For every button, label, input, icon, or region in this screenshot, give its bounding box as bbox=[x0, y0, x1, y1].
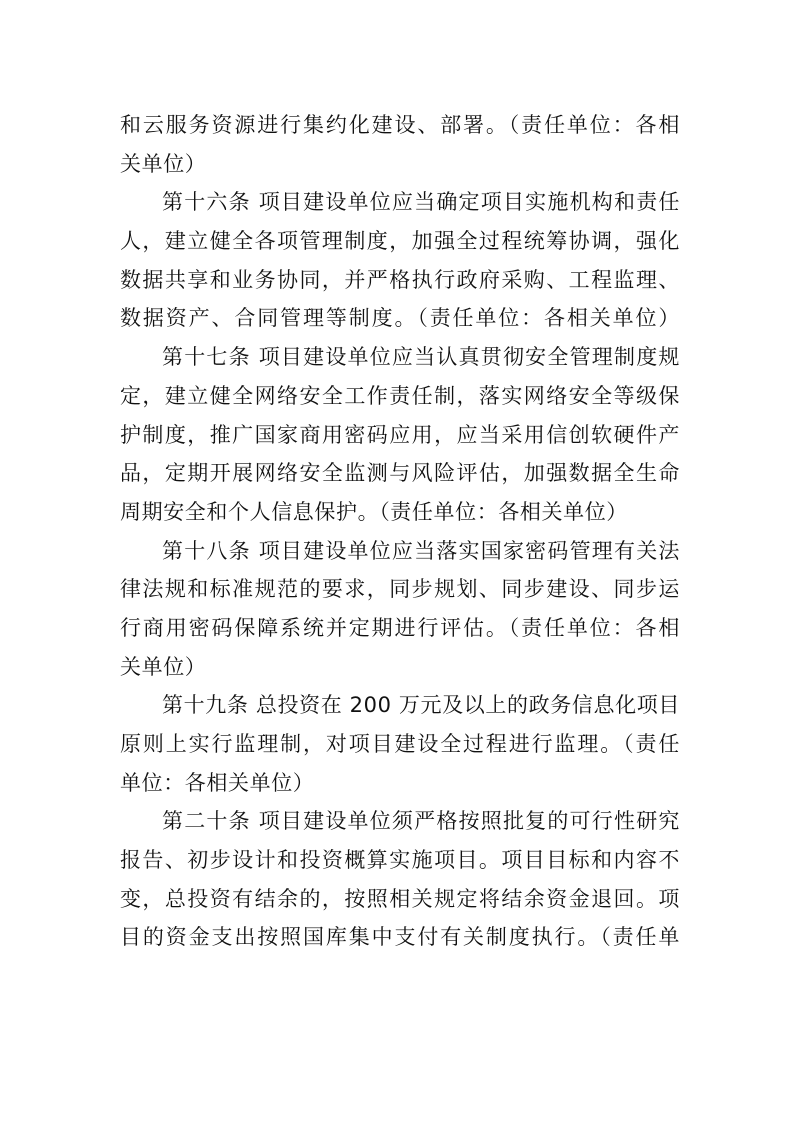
text-line: 关单位） bbox=[120, 654, 207, 679]
text-line: 数据共享和业务协同，并严格执行政府采购、工程监理、 bbox=[120, 267, 680, 292]
text-line: 律法规和标准规范的要求，同步规划、同步建设、同步运 bbox=[120, 577, 680, 602]
text-line: 关单位） bbox=[120, 151, 207, 176]
text-line: 定，建立健全网络安全工作责任制，落实网络安全等级保 bbox=[120, 383, 680, 408]
text-line: 目的资金支出按照国库集中支付有关制度执行。（责任单 bbox=[120, 925, 680, 950]
text-line: 第十八条 项目建设单位应当落实国家密码管理有关法 bbox=[162, 538, 680, 563]
text-line: 第二十条 项目建设单位须严格按照批复的可行性研究 bbox=[162, 809, 680, 834]
text-line: 周期安全和个人信息保护。（责任单位：各相关单位） bbox=[120, 499, 628, 524]
text-line: 行商用密码保障系统并定期进行评估。（责任单位：各相 bbox=[120, 615, 680, 640]
text-line: 单位：各相关单位） bbox=[120, 770, 315, 795]
text-line: 护制度，推广国家商用密码应用，应当采用信创软硬件产 bbox=[120, 422, 680, 447]
text-line: 品，定期开展网络安全监测与风险评估，加强数据全生命 bbox=[120, 461, 680, 486]
text-line: 报告、初步设计和投资概算实施项目。项目目标和内容不 bbox=[120, 848, 680, 873]
text-line: 第十六条 项目建设单位应当确定项目实施机构和责任 bbox=[162, 190, 680, 215]
text-line: 人，建立健全各项管理制度，加强全过程统筹协调，强化 bbox=[120, 229, 680, 254]
text-line: 原则上实行监理制，对项目建设全过程进行监理。（责任 bbox=[120, 732, 680, 756]
text-line: 数据资产、合同管理等制度。（责任单位：各相关单位） bbox=[120, 306, 680, 331]
document-body bbox=[120, 106, 680, 957]
text-line: 第十七条 项目建设单位应当认真贯彻安全管理制度规 bbox=[162, 345, 680, 370]
text-line: 第十九条 总投资在 200 万元及以上的政务信息化项目 bbox=[162, 693, 680, 718]
text-line: 变，总投资有结余的，按照相关规定将结余资金退回。项 bbox=[120, 886, 680, 911]
text-line: 和云服务资源进行集约化建设、部署。（责任单位：各相 bbox=[120, 113, 680, 137]
